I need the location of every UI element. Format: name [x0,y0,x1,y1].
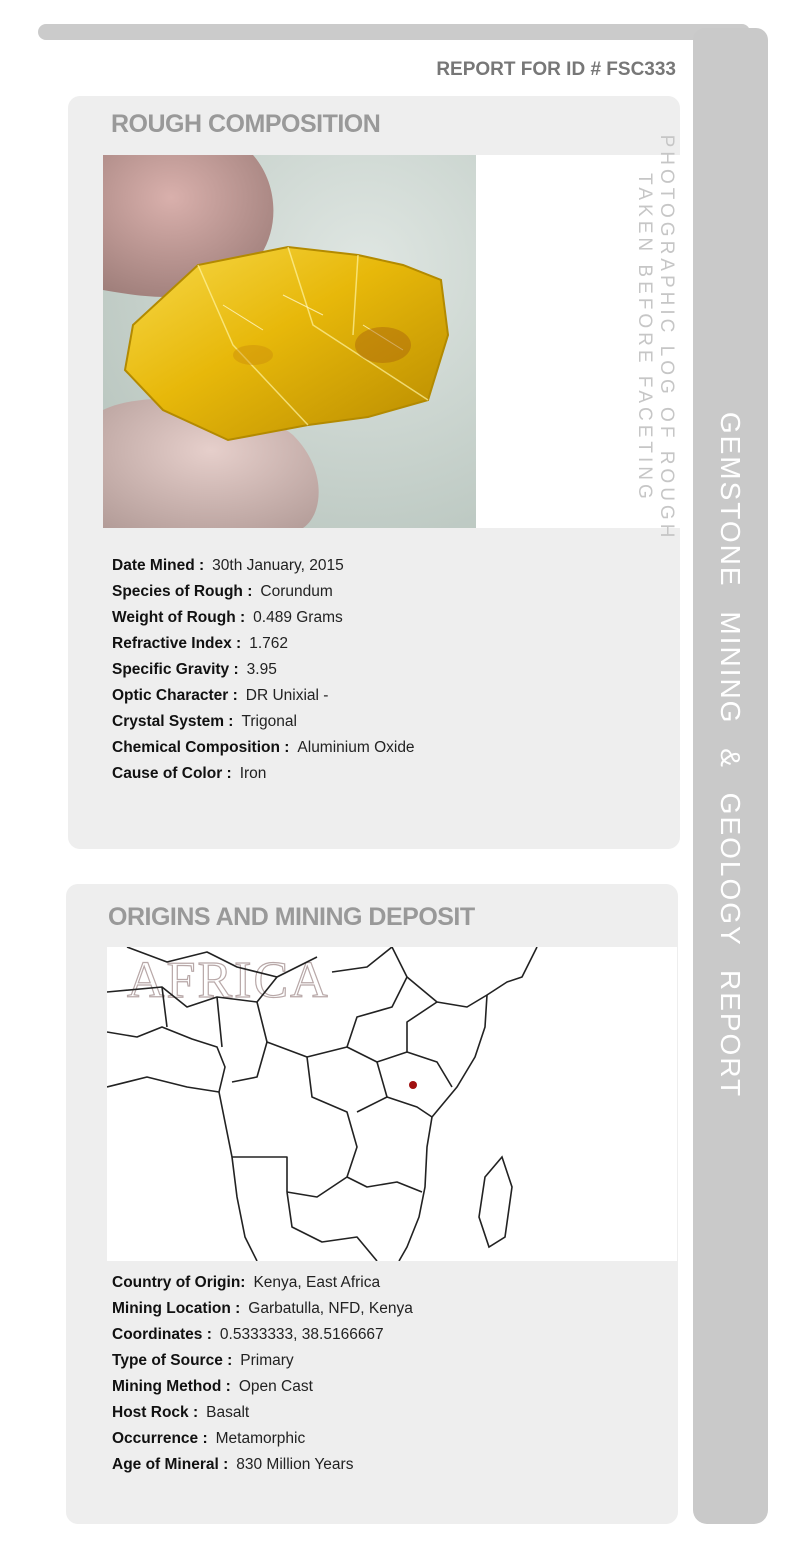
detail-label: Species of Rough : [112,583,253,600]
photo-caption-line-1: PHOTOGRAPHIC LOG OF ROUGH [656,134,677,542]
photo-caption-line-2: TAKEN BEFORE FACETING [634,173,655,503]
detail-row [112,765,415,791]
detail-row [112,1378,413,1404]
detail-value: 30th January, 2015 [212,557,344,574]
detail-value: 0.489 Grams [253,609,343,626]
detail-row [112,739,415,765]
detail-value: 0.5333333, 38.5166667 [219,1326,384,1343]
origin-details [112,1274,413,1482]
detail-row [112,1404,413,1430]
detail-label: Age of Mineral : [112,1456,229,1473]
detail-value: Iron [239,765,267,782]
detail-value: Primary [240,1352,294,1369]
detail-row [112,1456,413,1482]
detail-value: Garbatulla, NFD, Kenya [248,1300,413,1317]
photo-caption [633,135,677,542]
detail-value: Aluminium Oxide [297,739,415,756]
detail-label: Type of Source : [112,1352,233,1369]
africa-map-illustration [107,947,677,1261]
detail-row [112,1300,413,1326]
detail-row [112,687,415,713]
detail-value: Metamorphic [215,1430,306,1447]
detail-value: 3.95 [246,661,277,678]
detail-value: Kenya, East Africa [253,1274,381,1291]
detail-label: Crystal System : [112,713,234,730]
detail-label: Mining Method : [112,1378,231,1395]
detail-label: Optic Character : [112,687,238,704]
origins-heading: ORIGINS AND MINING DEPOSIT [108,903,475,931]
detail-row [112,1326,413,1352]
detail-row [112,661,415,687]
detail-label: Weight of Rough : [112,609,246,626]
detail-row [112,1430,413,1456]
detail-row [112,583,415,609]
rough-stone-photo [103,155,476,528]
rough-stone-illustration [103,155,476,528]
detail-row [112,557,415,583]
detail-row [112,1352,413,1378]
detail-value: Corundum [260,583,333,600]
africa-map [107,947,677,1261]
detail-value: DR Unixial - [245,687,329,704]
detail-label: Date Mined : [112,557,205,574]
report-id: REPORT FOR ID # FSC333 [436,59,676,80]
detail-label: Chemical Composition : [112,739,290,756]
detail-value: Open Cast [238,1378,313,1395]
detail-label: Mining Location : [112,1300,241,1317]
detail-label: Occurrence : [112,1430,208,1447]
rough-composition-heading: ROUGH COMPOSITION [111,110,381,138]
detail-value: Trigonal [241,713,297,730]
detail-value: 1.762 [249,635,289,652]
detail-row [112,1274,413,1300]
map-label: AFRICA [127,952,330,1009]
detail-row [112,713,415,739]
detail-label: Cause of Color : [112,765,232,782]
detail-label: Coordinates : [112,1326,212,1343]
detail-value: Basalt [206,1404,250,1421]
detail-value: 830 Million Years [236,1456,354,1473]
detail-label: Specific Gravity : [112,661,239,678]
detail-label: Refractive Index : [112,635,242,652]
detail-row [112,609,415,635]
rough-details [112,557,415,791]
detail-row [112,635,415,661]
detail-label: Host Rock : [112,1404,199,1421]
detail-label: Country of Origin: [112,1274,246,1291]
deposit-marker [409,1081,417,1089]
top-bar [38,24,750,40]
side-title: GEMSTONE MINING & GEOLOGY REPORT [715,411,746,1099]
